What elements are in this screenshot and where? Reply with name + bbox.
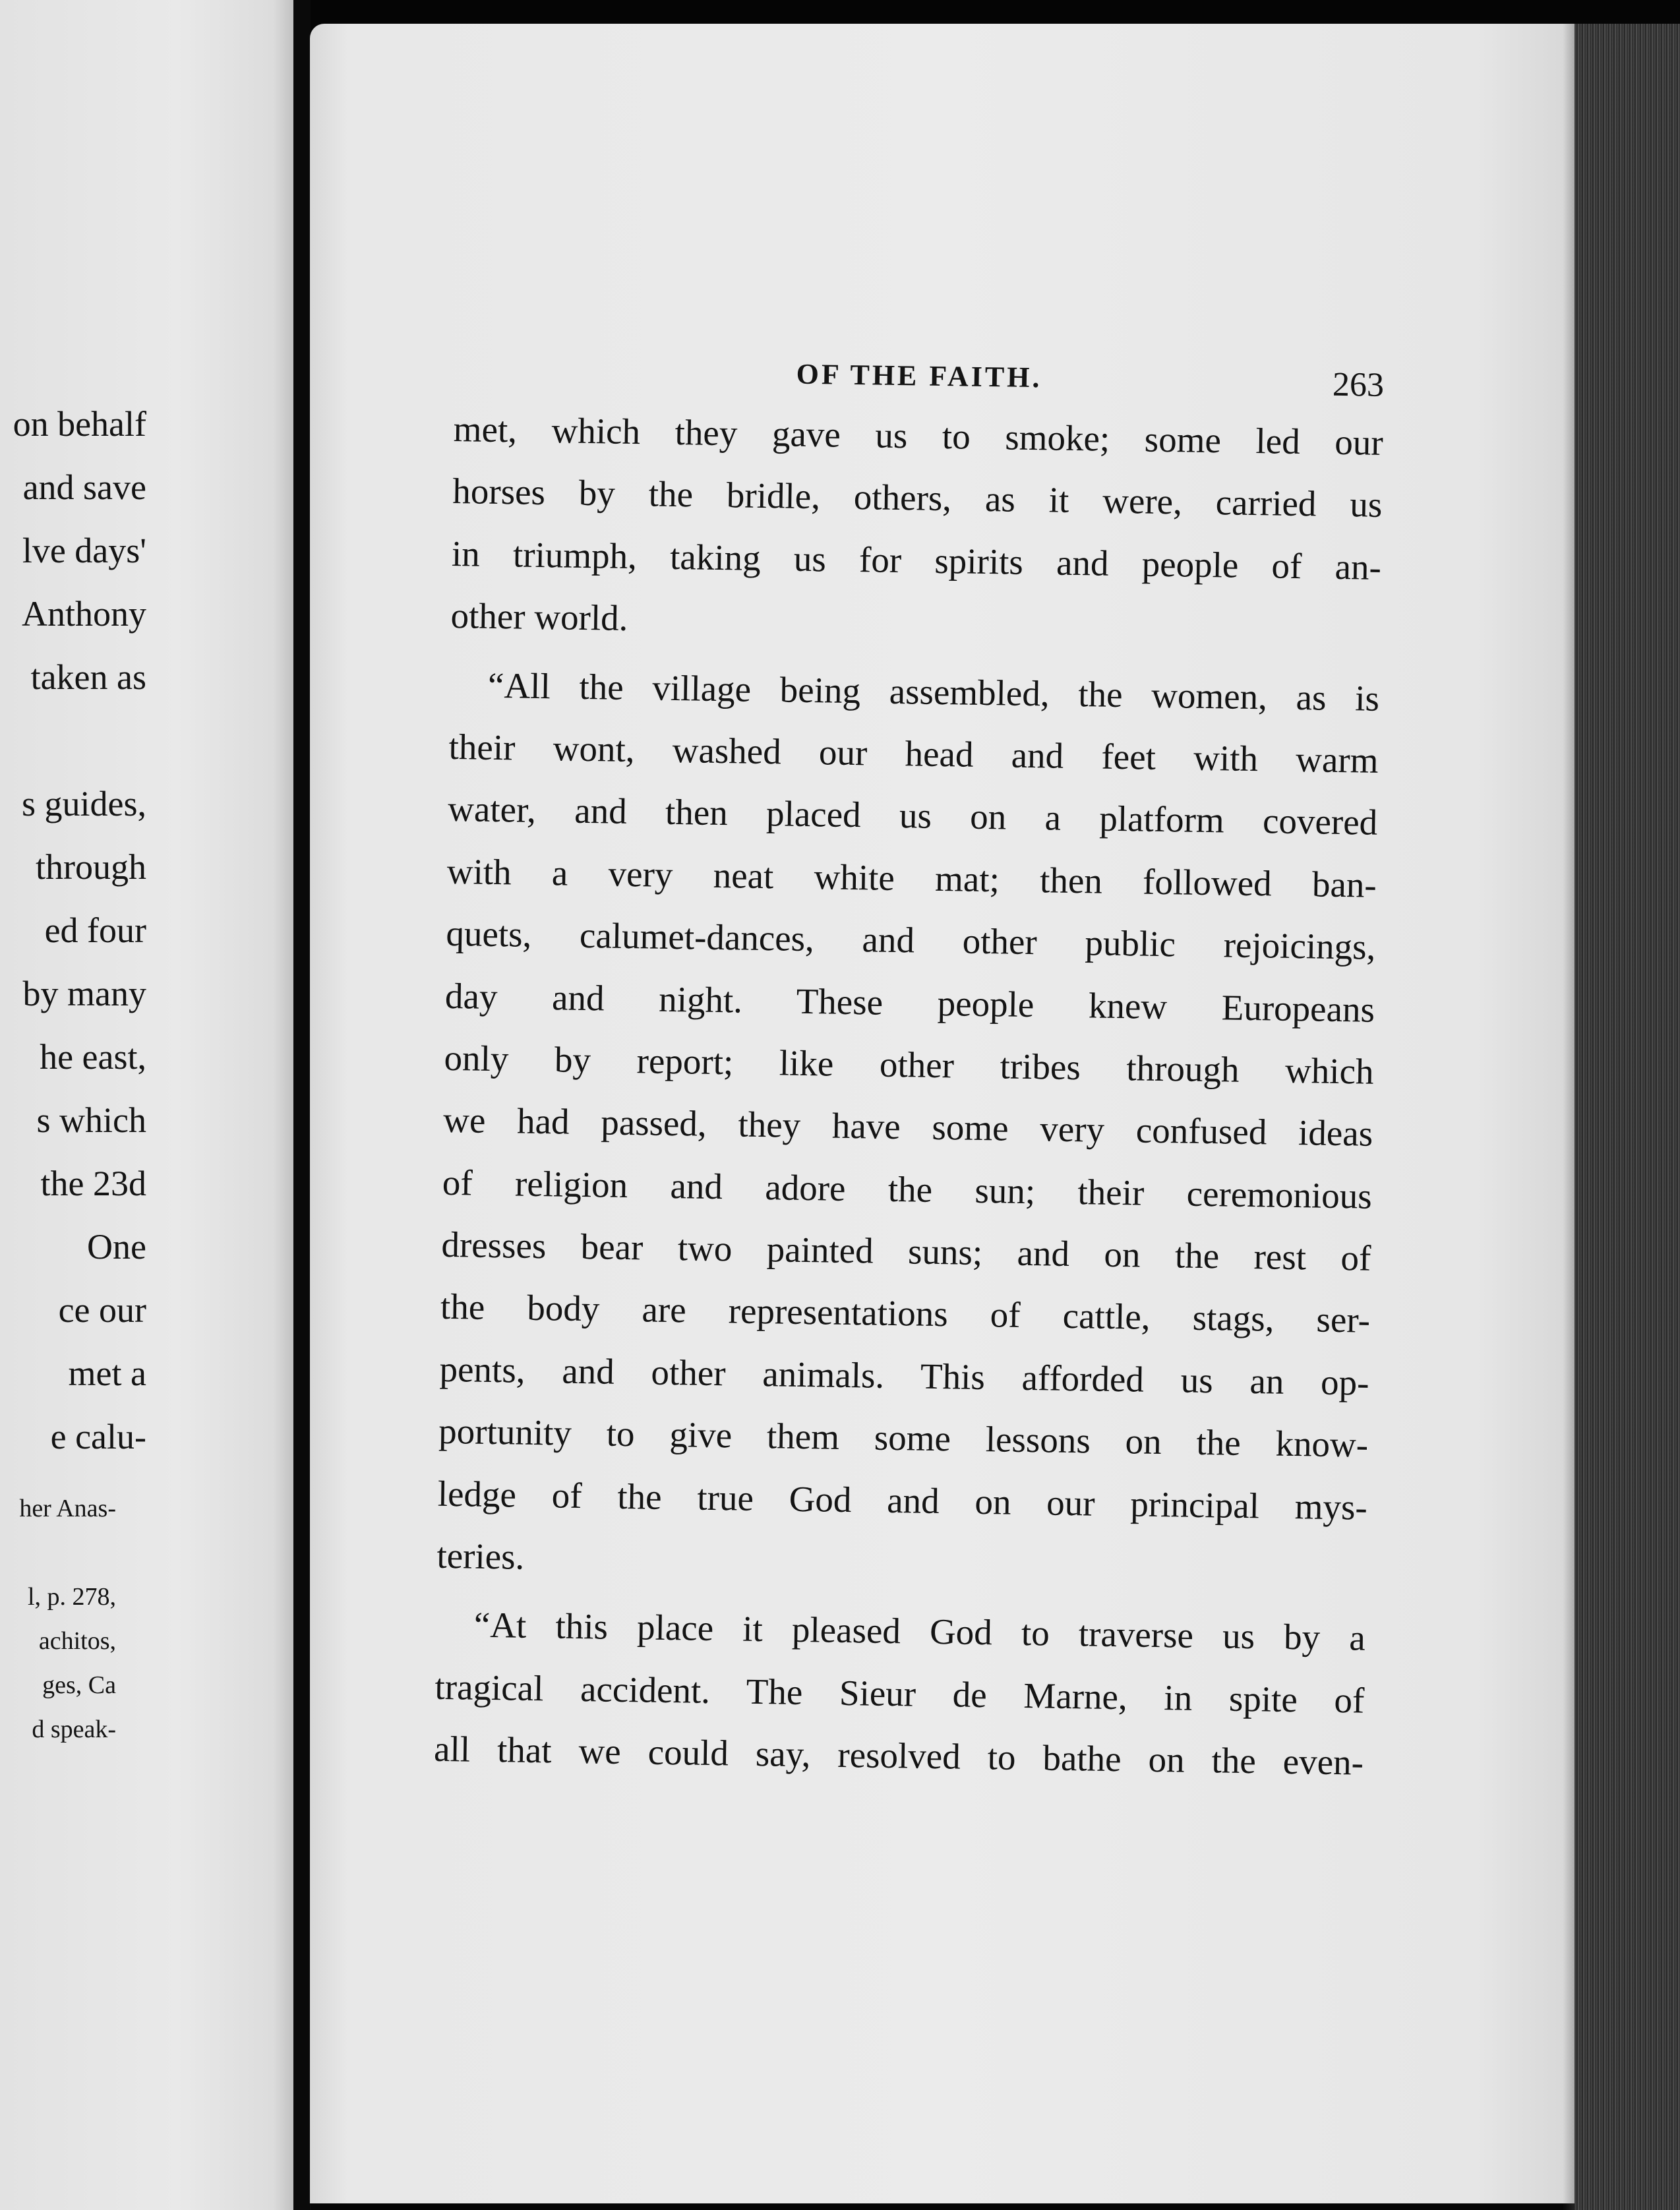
text-line: water, and then placed us on a platform covered (447, 789, 1378, 843)
left-line (0, 709, 146, 772)
text-line: portunity to give them some lessons on the know- (438, 1411, 1369, 1465)
text-line: other world. (450, 595, 628, 639)
left-footnote-line: achitos, (38, 1627, 116, 1655)
page-number: 263 (1332, 365, 1385, 404)
paragraph (436, 654, 1380, 1601)
left-facing-page (0, 0, 297, 2210)
left-footnote-line: her Anas- (19, 1495, 116, 1522)
header-title: OF THE FAITH. (796, 357, 1042, 394)
left-line: the 23d (40, 1164, 146, 1203)
text-line: of religion and adore the sun; their ceremonious (442, 1162, 1373, 1216)
text-line: “All the village being assembled, the women, as is (487, 665, 1380, 719)
text-line: met, which they gave us to smoke; some led our (453, 408, 1384, 463)
running-header (454, 332, 1385, 412)
left-line: ce our (58, 1290, 146, 1330)
left-page-footnotes (0, 1487, 116, 1752)
text-line: teries. (436, 1535, 525, 1577)
text-line: horses by the bridle, others, as it were, carried us (452, 471, 1383, 525)
text-line: all that we could say, resolved to bathe on the even- (433, 1728, 1364, 1783)
text-line: we had passed, they have some very confused ideas (442, 1100, 1373, 1154)
text-line: their wont, washed our head and feet with warm (448, 726, 1379, 781)
left-line: he east, (40, 1037, 146, 1077)
text-line: day and night. These people knew Europeans (444, 975, 1375, 1030)
page-text-block (433, 332, 1384, 1794)
left-line: ed four (44, 911, 146, 950)
text-line: only by report; like other tribes through which (444, 1037, 1374, 1092)
text-line: pents, and other animals. This afforded us an op- (439, 1348, 1369, 1403)
book-gutter (293, 0, 311, 2210)
left-line: lve days' (22, 531, 146, 570)
text-line: the body are representations of cattle, stags, ser- (440, 1286, 1371, 1341)
paragraph (433, 1594, 1365, 1794)
left-line: on behalf (13, 404, 146, 444)
text-line: “At this place it pleased God to traverse us by a (473, 1605, 1366, 1659)
text-line: ledge of the true God and on our principal mys- (437, 1473, 1368, 1528)
left-line: through (36, 847, 146, 887)
left-line: One (87, 1227, 146, 1267)
text-line: in triumph, taking us for spirits and people of an- (451, 533, 1382, 587)
right-page (310, 24, 1577, 2203)
left-line: met a (68, 1354, 146, 1393)
left-line: Anthony (22, 594, 146, 634)
left-line: and save (22, 467, 146, 507)
left-footnote-line: ges, Ca (42, 1671, 116, 1699)
left-line: taken as (30, 657, 146, 697)
book-fore-edge (1575, 24, 1680, 2210)
left-footnote-line (0, 1531, 116, 1575)
text-line: tragical accident. The Sieur de Marne, in spite of (435, 1666, 1365, 1721)
text-line: quets, calumet-dances, and other public rejoicings, (446, 913, 1376, 967)
left-line: s which (36, 1100, 146, 1140)
left-footnote-line: l, p. 278, (27, 1583, 116, 1611)
text-line: with a very neat white mat; then followed ban- (446, 851, 1377, 905)
left-line: s guides, (22, 784, 146, 823)
left-page-text (0, 392, 146, 1468)
paragraph (450, 398, 1383, 661)
left-line: e calu- (50, 1417, 146, 1456)
left-line: by many (22, 974, 146, 1013)
text-line: dresses bear two painted suns; and on the rest of (441, 1224, 1371, 1278)
left-footnote-line: d speak- (32, 1716, 116, 1743)
